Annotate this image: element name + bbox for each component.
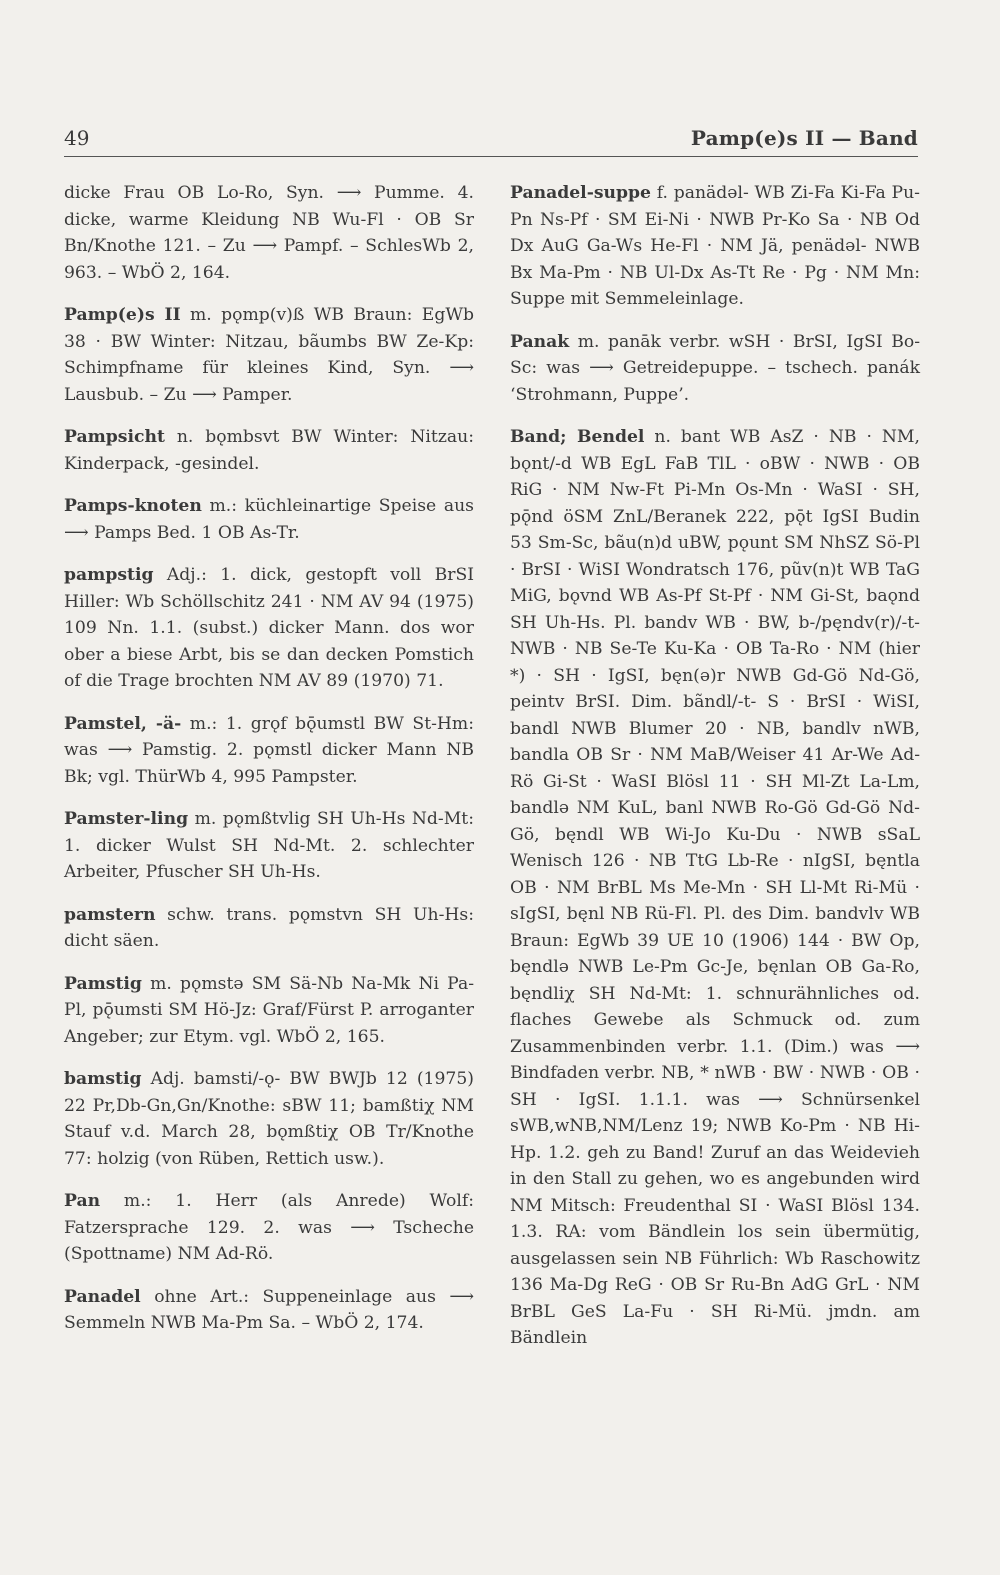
entry-headword: pamstern bbox=[64, 904, 156, 925]
running-title: Pamp(e)s II — Band bbox=[690, 126, 918, 150]
entry-text: m.: küchleinartige Speise aus ⟶ Pamps Bed. 1 OB As-Tr. bbox=[64, 496, 474, 543]
entry-headword: Band; Bendel bbox=[510, 427, 645, 447]
entry-text: Adj.: 1. dick, gestopft voll BrSI Hiller: Wb Schöllschitz 241 · NM AV 94 (1975) 109 Nn. 1.1. (subst.) dicker Mann. dos wor ober a biese Arbt, bis se dan decken Pomstich of die Trage brochten NM AV 89 (1970) 71. bbox=[64, 565, 475, 691]
entry-headword: Pampsicht bbox=[64, 427, 165, 447]
entry bbox=[64, 1284, 474, 1337]
entry-headword: Panadel bbox=[64, 1286, 141, 1307]
entry-headword: Pan bbox=[64, 1191, 101, 1211]
entry bbox=[64, 806, 474, 886]
entry bbox=[64, 1066, 474, 1172]
entry-text: f. panädəl- WB Zi-Fa Ki-Fa Pu-Pn Ns-Pf · SM Ei-Ni · NWB Pr-Ko Sa · NB Od Dx AuG Ga-Ws He-Fl · NM Jä, penädəl- NWB Bx Ma-Pm · NB Ul-Dx As-Tt Re · Pg · NM Mn: Suppe mit Semmeleinlage. bbox=[510, 183, 920, 309]
entry-headword: pampstig bbox=[64, 565, 154, 585]
entry-headword: Pamstel, -ä- bbox=[64, 713, 182, 734]
entry bbox=[64, 493, 474, 546]
entry-headword: Pamster-ling bbox=[64, 809, 189, 829]
entry-text: schw. trans. pǫmstvn SH Uh-Hs: dicht säen. bbox=[64, 904, 475, 951]
entry bbox=[510, 329, 920, 409]
entry-headword: Pamps-knoten bbox=[64, 496, 202, 516]
entry-text: ohne Art.: Suppeneinlage aus ⟶ Semmeln NWB Ma-Pm Sa. – WbÖ 2, 174. bbox=[64, 1286, 474, 1333]
entry-text: m.: 1. grǫf bǭumstl BW St-Hm: was ⟶ Pamstig. 2. pǫmstl dicker Mann NB Bk; vgl. ThürWb 4, 995 Pampster. bbox=[64, 713, 474, 787]
entry-text: dicke Frau OB Lo-Ro, Syn. ⟶ Pumme. 4. dicke, warme Kleidung NB Wu-Fl · OB Sr Bn/Knothe 121. – Zu ⟶ Pampf. – SchlesWb 2, 963. – WbÖ 2, 164. bbox=[64, 183, 474, 283]
page-header bbox=[64, 118, 918, 157]
entry bbox=[64, 711, 474, 791]
entry-text: m. pǫmstə SM Sä-Nb Na-Mk Ni Pa-Pl, pǭumsti SM Hö-Jz: Graf/Fürst P. arroganter Angeber; zur Etym. vgl. WbÖ 2, 165. bbox=[64, 973, 475, 1047]
entry bbox=[510, 180, 920, 313]
entry bbox=[64, 302, 474, 408]
page-number: 49 bbox=[64, 126, 90, 150]
entry-headword: Pamp(e)s II bbox=[64, 305, 181, 325]
entry-text: Adj. bamsti/-ǫ- BW BWJb 12 (1975) 22 Pr,Db-Gn,Gn/Knothe: sBW 11; bamßtiχ NM Stauf v.d. March 28, bǫmßtiχ OB Tr/Knothe 77: holzig (von Rüben, Rettich usw.). bbox=[64, 1069, 474, 1169]
entry-headword: Pamstig bbox=[64, 973, 142, 994]
left-column bbox=[64, 180, 474, 1353]
entry bbox=[64, 562, 474, 695]
entry-headword: bamstig bbox=[64, 1069, 142, 1089]
entry bbox=[64, 971, 474, 1051]
entry bbox=[64, 424, 474, 477]
entry bbox=[64, 902, 474, 955]
entry bbox=[64, 180, 474, 286]
entry-text: m. pǫmp(v)ß WB Braun: EgWb 38 · BW Winter: Nitzau, bãumbs BW Ze-Kp: Schimpfname für kleines Kind, Syn. ⟶ Lausbub. – Zu ⟶ Pamper. bbox=[64, 305, 474, 405]
entry-text: n. bǫmbsvt BW Winter: Nitzau: Kinderpack, -gesindel. bbox=[64, 427, 474, 474]
entry-headword: Panak bbox=[510, 331, 570, 352]
entry-text: m.: 1. Herr (als Anrede) Wolf: Fatzersprache 129. 2. was ⟶ Tscheche (Spottname) NM Ad-Rö. bbox=[64, 1191, 475, 1264]
entry-text: n. bant WB AsZ · NB · NM, bǫnt/-d WB EgL FaB TlL · oBW · NWB · OB RiG · NM Nw-Ft Pi-Mn Os-Mn · WaSI · SH, pǭnd öSM ZnL/Beranek 222, pǭt IgSI Budin 53 Sm-Sc, bãu(n)d uBW, pǫunt SM NhSZ Sö-Pl · BrSI · WiSI Wondratsch 176, pũv(n)t WB TaG MiG, bǫvnd WB As-Pf St-Pf · NM Gi-St, baǫnd SH Uh-Hs. Pl. bandv WB · BW, b-/pęndv(r)/-t- NWB · NB Se-Te Ku-Ka · OB Ta-Ro · NM (hier *) · SH · IgSI, bęn(ə)r NWB Gd-Gö Nd-Gö, peintv BrSI. Dim. bãndl/-t- S · BrSI · WiSI, bandl NWB Blumer 20 · NB, bandlv nWB, bandla OB Sr · NM MaB/Weiser 41 Ar-We Ad-Rö Gi-St · WaSI Blösl 11 · SH Ml-Zt La-Lm, bandlə NM KuL, banl NWB Ro-Gö Gd-Gö Nd-Gö, bęndl WB Wi-Jo Ku-Du · NWB sSaL Wenisch 126 · NB TtG Lb-Re · nIgSI, bęntla OB · NM BrBL Ms Me-Mn · SH Ll-Mt Ri-Mü · sIgSI, bęnl NB Rü-Fl. Pl. des Dim. bandvlv WB Braun: EgWb 39 UE 10 (1906) 144 · BW Op, bęndlə NWB Le-Pm Gc-Je, bęnlan OB Ga-Ro, bęndliχ SH Nd-Mt: 1. schnurähnliches od. flaches Gewebe als Schmuck od. zum Zusammenbinden verbr. 1.1. (Dim.) was ⟶ Bindfaden verbr. NB, * nWB · BW · NWB · OB · SH · IgSI. 1.1.1. was ⟶ Schnürsenkel sWB,wNB,NM/Lenz 19; NWB Ko-Pm · NB Hi-Hp. 1.2. geh zu Band! Zuruf an das Weidevieh in den Stall zu gehen, wo es angebunden wird NM Mitsch: Freudenthal SI · WaSI Blösl 134. 1.3. RA: vom Bändlein los sein übermütig, ausgelassen sein NB Führlich: Wb Raschowitz 136 Ma-Dg ReG · OB Sr Ru-Bn AdG GrL · NM BrBL GeS La-Fu · SH Ri-Mü. jmdn. am Bändlein bbox=[510, 427, 920, 1348]
entry bbox=[510, 424, 920, 1352]
entry-headword: Panadel-suppe bbox=[510, 183, 651, 203]
right-column bbox=[510, 180, 920, 1368]
entry bbox=[64, 1188, 474, 1268]
entry-text: m. panāk verbr. wSH · BrSI, IgSI Bo-Sc: was ⟶ Getreidepuppe. – tschech. panák ‘Strohmann, Puppe’. bbox=[510, 331, 920, 405]
entry-text: m. pǫmßtvlig SH Uh-Hs Nd-Mt: 1. dicker Wulst SH Nd-Mt. 2. schlechter Arbeiter, Pfuscher SH Uh-Hs. bbox=[64, 809, 475, 882]
